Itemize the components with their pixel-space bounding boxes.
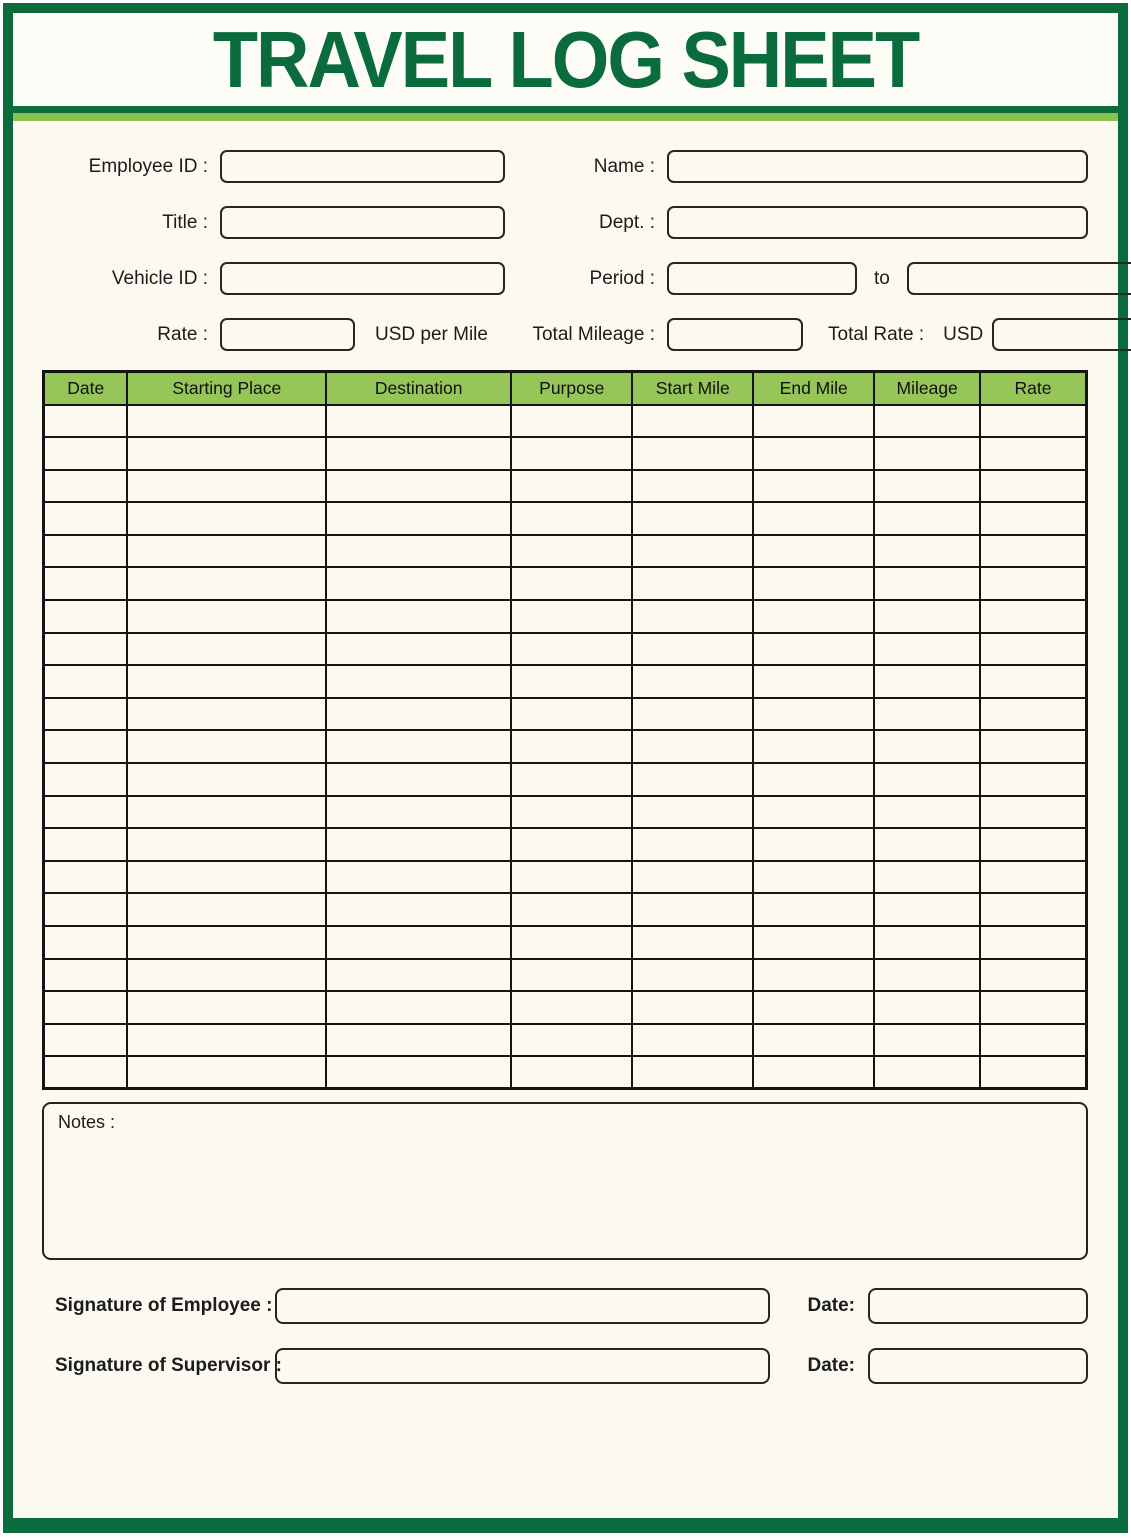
form-row-3: [42, 262, 1088, 295]
log-table-cell[interactable]: [511, 926, 632, 959]
log-table-cell[interactable]: [980, 893, 1086, 926]
period-field-zone: [655, 262, 1131, 295]
log-table-cell[interactable]: [326, 1024, 511, 1057]
rate-field-zone: [208, 318, 505, 351]
log-table-cell[interactable]: [753, 926, 874, 959]
dept-field-zone: [655, 206, 1088, 239]
log-table-cell[interactable]: [753, 470, 874, 503]
log-table-cell[interactable]: [874, 991, 980, 1024]
log-table-cell[interactable]: [980, 828, 1086, 861]
dept-input[interactable]: [667, 206, 1088, 239]
log-table-cell[interactable]: [326, 861, 511, 894]
log-table-cell[interactable]: [980, 926, 1086, 959]
log-table-cell[interactable]: [980, 437, 1086, 470]
rate-input[interactable]: [220, 318, 355, 351]
log-table-row: [44, 437, 1087, 470]
dept-label: Dept. :: [599, 211, 655, 233]
log-table-row: [44, 796, 1087, 829]
log-table-cell[interactable]: [127, 763, 326, 796]
log-table-cell[interactable]: [127, 698, 326, 731]
log-table-cell[interactable]: [127, 502, 326, 535]
rate-unit-label: USD per Mile: [375, 323, 488, 345]
log-table-cell[interactable]: [980, 470, 1086, 503]
title-input[interactable]: [220, 206, 505, 239]
log-table-cell[interactable]: [980, 405, 1086, 438]
log-table-cell[interactable]: [874, 893, 980, 926]
log-table-cell[interactable]: [44, 535, 128, 568]
page-content: [13, 121, 1118, 1518]
log-table-cell[interactable]: [874, 1056, 980, 1089]
log-table-cell[interactable]: [980, 861, 1086, 894]
log-table-row: [44, 1056, 1087, 1089]
column-header-mileage: Mileage: [874, 372, 980, 405]
log-table-cell[interactable]: [874, 828, 980, 861]
log-table-cell[interactable]: [326, 567, 511, 600]
log-table-cell[interactable]: [326, 893, 511, 926]
log-table-cell[interactable]: [874, 535, 980, 568]
log-table-cell[interactable]: [127, 959, 326, 992]
form-row-1: [42, 150, 1088, 183]
log-table-cell[interactable]: [511, 567, 632, 600]
log-table-cell[interactable]: [127, 633, 326, 666]
log-table-cell[interactable]: [874, 1024, 980, 1057]
header-rule-light: [13, 113, 1118, 121]
period-to-label: to: [874, 267, 890, 289]
log-table-cell[interactable]: [44, 567, 128, 600]
log-table-cell[interactable]: [874, 600, 980, 633]
employee-signature-input[interactable]: [275, 1288, 770, 1324]
log-table-row: [44, 600, 1087, 633]
log-table-row: [44, 1024, 1087, 1057]
log-table-cell[interactable]: [44, 502, 128, 535]
title-label: Title :: [162, 211, 208, 233]
form-row-4: [42, 318, 1088, 351]
log-table-cell[interactable]: [632, 828, 753, 861]
log-table-cell[interactable]: [511, 991, 632, 1024]
log-table-cell[interactable]: [753, 991, 874, 1024]
log-table-cell[interactable]: [44, 437, 128, 470]
log-table-cell[interactable]: [980, 665, 1086, 698]
log-table-cell[interactable]: [127, 535, 326, 568]
log-table-cell[interactable]: [44, 600, 128, 633]
log-table-cell[interactable]: [874, 405, 980, 438]
period-from-input[interactable]: [667, 262, 857, 295]
log-table-cell[interactable]: [753, 763, 874, 796]
log-table-cell[interactable]: [44, 763, 128, 796]
travel-log-sheet-page: [3, 3, 1128, 1533]
vehicle-id-input[interactable]: [220, 262, 505, 295]
log-table-row: [44, 502, 1087, 535]
column-header-start-mile: Start Mile: [632, 372, 753, 405]
log-table-cell[interactable]: [127, 730, 326, 763]
log-table-cell[interactable]: [874, 763, 980, 796]
log-table-cell[interactable]: [127, 1024, 326, 1057]
log-table-cell[interactable]: [326, 763, 511, 796]
log-table-row: [44, 828, 1087, 861]
log-table-cell[interactable]: [326, 991, 511, 1024]
log-table-cell[interactable]: [511, 437, 632, 470]
log-table-cell[interactable]: [127, 470, 326, 503]
total-rate-currency-label: USD: [943, 323, 984, 345]
log-table-cell[interactable]: [980, 730, 1086, 763]
column-header-purpose: Purpose: [511, 372, 632, 405]
log-table-cell[interactable]: [753, 959, 874, 992]
log-table-cell[interactable]: [980, 567, 1086, 600]
rate-label: Rate :: [157, 323, 208, 345]
log-table-cell[interactable]: [753, 1024, 874, 1057]
log-table-cell[interactable]: [511, 893, 632, 926]
totals-field-zone: [655, 318, 1131, 351]
log-table-cell[interactable]: [44, 633, 128, 666]
log-table-cell[interactable]: [632, 470, 753, 503]
log-table-cell[interactable]: [326, 828, 511, 861]
total-rate-label: Total Rate :: [828, 323, 925, 345]
log-table-row: [44, 633, 1087, 666]
log-table-cell[interactable]: [44, 796, 128, 829]
log-table-cell[interactable]: [326, 535, 511, 568]
log-table-row: [44, 665, 1087, 698]
log-table-cell[interactable]: [326, 470, 511, 503]
log-table-cell[interactable]: [874, 665, 980, 698]
employee-id-input[interactable]: [220, 150, 505, 183]
supervisor-signature-label: Signature of Supervisor :: [55, 1355, 282, 1377]
log-table-cell[interactable]: [511, 698, 632, 731]
supervisor-date-label: Date:: [807, 1355, 855, 1377]
log-table-cell[interactable]: [980, 502, 1086, 535]
log-table-cell[interactable]: [511, 633, 632, 666]
column-header-destination: Destination: [326, 372, 511, 405]
log-table-row: [44, 730, 1087, 763]
log-table-cell[interactable]: [753, 600, 874, 633]
log-table-cell[interactable]: [753, 405, 874, 438]
employee-id-label: Employee ID :: [88, 155, 208, 177]
period-label: Period :: [589, 267, 655, 289]
log-table-cell[interactable]: [874, 470, 980, 503]
log-table-cell[interactable]: [127, 437, 326, 470]
log-table-cell[interactable]: [632, 437, 753, 470]
log-table-cell[interactable]: [753, 437, 874, 470]
log-table-row: [44, 893, 1087, 926]
name-label: Name :: [593, 155, 655, 177]
log-table-cell[interactable]: [980, 959, 1086, 992]
log-table-row: [44, 405, 1087, 438]
log-table-cell[interactable]: [44, 1056, 128, 1089]
log-table-cell[interactable]: [127, 991, 326, 1024]
log-table-cell[interactable]: [511, 796, 632, 829]
employee-id-field-zone: [208, 150, 505, 183]
log-table-cell[interactable]: [511, 730, 632, 763]
log-table-cell[interactable]: [127, 665, 326, 698]
log-table-cell[interactable]: [753, 535, 874, 568]
log-table-cell[interactable]: [753, 698, 874, 731]
log-table-cell[interactable]: [511, 405, 632, 438]
log-table-cell[interactable]: [980, 698, 1086, 731]
log-table-cell[interactable]: [511, 665, 632, 698]
log-table-row: [44, 959, 1087, 992]
log-table-cell[interactable]: [874, 437, 980, 470]
log-table-row: [44, 861, 1087, 894]
log-table-cell[interactable]: [980, 633, 1086, 666]
log-table-row: [44, 926, 1087, 959]
column-header-date: Date: [44, 372, 128, 405]
header-band: [13, 13, 1118, 106]
supervisor-signature-input[interactable]: [275, 1348, 770, 1384]
log-table-cell[interactable]: [874, 730, 980, 763]
log-table-cell[interactable]: [127, 796, 326, 829]
log-table-cell[interactable]: [632, 665, 753, 698]
log-table-cell[interactable]: [632, 405, 753, 438]
log-table-cell[interactable]: [753, 730, 874, 763]
log-table-cell[interactable]: [326, 405, 511, 438]
log-table-cell[interactable]: [44, 1024, 128, 1057]
log-table-cell[interactable]: [980, 796, 1086, 829]
log-table-row: [44, 698, 1087, 731]
log-table-cell[interactable]: [511, 535, 632, 568]
log-table-cell[interactable]: [326, 665, 511, 698]
log-table-cell[interactable]: [127, 828, 326, 861]
log-table-cell[interactable]: [632, 535, 753, 568]
log-table-cell[interactable]: [326, 926, 511, 959]
log-table-cell[interactable]: [44, 991, 128, 1024]
log-table-cell[interactable]: [632, 926, 753, 959]
log-table-cell[interactable]: [511, 861, 632, 894]
log-table-cell[interactable]: [44, 405, 128, 438]
log-table-cell[interactable]: [753, 567, 874, 600]
log-table-cell[interactable]: [632, 796, 753, 829]
log-table-cell[interactable]: [326, 600, 511, 633]
log-table-cell[interactable]: [980, 1056, 1086, 1089]
log-table-cell[interactable]: [632, 502, 753, 535]
supervisor-signature-row: [55, 1348, 1088, 1384]
log-table-cell[interactable]: [980, 763, 1086, 796]
employee-signature-row: [55, 1288, 1088, 1324]
log-table-cell[interactable]: [632, 763, 753, 796]
total-rate-input[interactable]: [992, 318, 1131, 351]
log-table-cell[interactable]: [980, 991, 1086, 1024]
log-table-cell[interactable]: [44, 926, 128, 959]
log-table-cell[interactable]: [874, 633, 980, 666]
log-table-cell[interactable]: [326, 698, 511, 731]
total-mileage-label: Total Mileage :: [532, 323, 655, 345]
log-table-cell[interactable]: [44, 893, 128, 926]
log-table-row: [44, 535, 1087, 568]
log-table-cell[interactable]: [511, 1056, 632, 1089]
log-table-cell[interactable]: [511, 828, 632, 861]
log-table-row: [44, 763, 1087, 796]
vehicle-id-label: Vehicle ID :: [111, 267, 208, 289]
vehicle-id-field-zone: [208, 262, 505, 295]
log-table-cell[interactable]: [326, 633, 511, 666]
log-table-cell[interactable]: [127, 600, 326, 633]
log-table-cell[interactable]: [753, 633, 874, 666]
supervisor-date-input[interactable]: [868, 1348, 1088, 1384]
log-table-cell[interactable]: [326, 959, 511, 992]
log-table-cell[interactable]: [874, 861, 980, 894]
name-field-zone: [655, 150, 1088, 183]
log-table-cell[interactable]: [511, 763, 632, 796]
column-header-end-mile: End Mile: [753, 372, 874, 405]
log-table-cell[interactable]: [874, 698, 980, 731]
log-table-cell[interactable]: [511, 502, 632, 535]
log-table-cell[interactable]: [127, 861, 326, 894]
log-table-cell[interactable]: [874, 502, 980, 535]
log-table-cell[interactable]: [127, 893, 326, 926]
log-table-cell[interactable]: [874, 959, 980, 992]
employee-signature-label: Signature of Employee :: [55, 1295, 273, 1317]
log-table-cell[interactable]: [326, 502, 511, 535]
log-table-cell[interactable]: [753, 893, 874, 926]
log-table-cell[interactable]: [753, 665, 874, 698]
log-table-cell[interactable]: [632, 1024, 753, 1057]
log-table-cell[interactable]: [326, 730, 511, 763]
log-table-cell[interactable]: [127, 926, 326, 959]
log-table-cell[interactable]: [326, 796, 511, 829]
period-to-input[interactable]: [907, 262, 1131, 295]
log-table-cell[interactable]: [44, 861, 128, 894]
log-table-cell[interactable]: [980, 1024, 1086, 1057]
title-field-zone: [208, 206, 505, 239]
total-mileage-input[interactable]: [667, 318, 803, 351]
log-table-cell[interactable]: [753, 502, 874, 535]
log-table-cell[interactable]: [632, 893, 753, 926]
meta-form: [42, 121, 1088, 370]
log-table-row: [44, 991, 1087, 1024]
log-table-cell[interactable]: [127, 405, 326, 438]
log-table-cell[interactable]: [980, 600, 1086, 633]
log-table-cell[interactable]: [44, 470, 128, 503]
log-table-cell[interactable]: [44, 959, 128, 992]
log-table-cell[interactable]: [44, 828, 128, 861]
log-table-cell[interactable]: [511, 959, 632, 992]
employee-date-label: Date:: [807, 1295, 855, 1317]
log-table-cell[interactable]: [632, 861, 753, 894]
log-table-row: [44, 567, 1087, 600]
name-input[interactable]: [667, 150, 1088, 183]
log-table-cell[interactable]: [326, 437, 511, 470]
travel-log-table: [42, 370, 1088, 1090]
employee-date-input[interactable]: [868, 1288, 1088, 1324]
log-table-cell[interactable]: [632, 698, 753, 731]
log-table-cell[interactable]: [874, 567, 980, 600]
log-table-cell[interactable]: [632, 633, 753, 666]
form-row-2: [42, 206, 1088, 239]
log-table-cell[interactable]: [753, 796, 874, 829]
log-table-body: [44, 405, 1087, 1089]
log-table-cell[interactable]: [127, 1056, 326, 1089]
header-rule-dark: [13, 106, 1118, 113]
log-table-cell[interactable]: [632, 730, 753, 763]
column-header-rate: Rate: [980, 372, 1086, 405]
log-table-cell[interactable]: [511, 470, 632, 503]
log-table-cell[interactable]: [874, 926, 980, 959]
log-table-cell[interactable]: [632, 567, 753, 600]
page-title: TRAVEL LOG SHEET: [212, 14, 919, 104]
notes-area[interactable]: [42, 1102, 1088, 1260]
log-table-cell[interactable]: [44, 698, 128, 731]
log-table-header-row: [44, 372, 1087, 405]
log-table-cell[interactable]: [980, 535, 1086, 568]
log-table-cell[interactable]: [753, 1056, 874, 1089]
log-table-cell[interactable]: [632, 600, 753, 633]
notes-label: Notes :: [58, 1112, 116, 1133]
log-table-cell[interactable]: [326, 1056, 511, 1089]
signature-section: [42, 1288, 1088, 1408]
log-table-cell[interactable]: [44, 730, 128, 763]
log-table-cell[interactable]: [632, 991, 753, 1024]
log-table-cell[interactable]: [632, 959, 753, 992]
log-table-row: [44, 470, 1087, 503]
column-header-starting-place: Starting Place: [127, 372, 326, 405]
log-table-cell[interactable]: [127, 567, 326, 600]
log-table-cell[interactable]: [511, 1024, 632, 1057]
log-table-cell[interactable]: [874, 796, 980, 829]
log-table-cell[interactable]: [753, 828, 874, 861]
log-table-cell[interactable]: [632, 1056, 753, 1089]
log-table-cell[interactable]: [511, 600, 632, 633]
log-table-cell[interactable]: [44, 665, 128, 698]
log-table-cell[interactable]: [753, 861, 874, 894]
